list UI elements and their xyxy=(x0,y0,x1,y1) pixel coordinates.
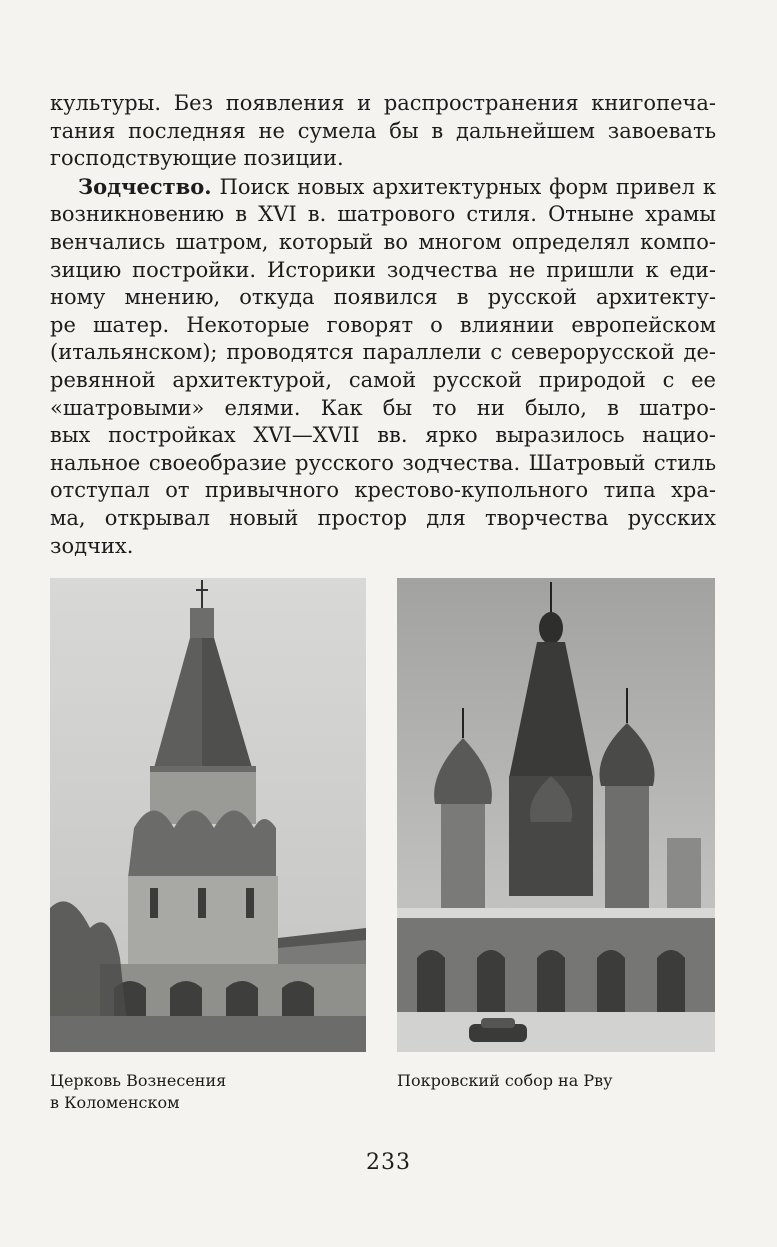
text-line: венчались шатром, который во многом определял компо- xyxy=(50,229,716,254)
caption-church-of-ascension xyxy=(50,1070,350,1114)
photo-church-of-ascension xyxy=(50,578,366,1052)
text-line: возникновению в XVI в. шатрового стиля. Отныне храмы xyxy=(50,202,716,227)
text-line: нальное своеобразие русского зодчества. Шатровый стиль xyxy=(50,450,716,475)
text-fragment: Поиск новых архитектурных форм привел к xyxy=(211,174,716,199)
text-line: ре шатер. Некоторые говорят о влиянии европейском xyxy=(50,312,716,337)
body-text xyxy=(50,90,716,560)
text-line: «шатровыми» елями. Как бы то ни было, в шатро- xyxy=(50,395,716,420)
text-line: зодчих. xyxy=(50,533,134,558)
text-line: зицию постройки. Историки зодчества не пришли к еди- xyxy=(50,257,716,282)
text-line: господствующие позиции. xyxy=(50,146,344,171)
text-line: ма, открывал новый простор для творчества русских xyxy=(50,505,716,530)
section-heading-zodchestvo: Зодчество. xyxy=(78,173,212,199)
caption-line: Церковь Вознесения xyxy=(50,1071,227,1090)
text-line: ному мнению, откуда появился в русской архитекту- xyxy=(50,285,716,310)
page-number: 233 xyxy=(366,1150,411,1175)
paragraph-1 xyxy=(50,90,716,173)
church-illustration xyxy=(50,578,366,1052)
text-line: ревянной архитектурой, самой русской природой с ее xyxy=(50,367,716,392)
photo-pokrovsky-cathedral xyxy=(397,578,715,1052)
caption-pokrovsky-cathedral xyxy=(397,1070,717,1092)
caption-line: в Коломенском xyxy=(50,1093,180,1112)
text-line: культуры. Без появления и распространения книгопеча- xyxy=(50,91,716,115)
text-line-first xyxy=(50,173,716,202)
caption-line: Покровский собор на Рву xyxy=(397,1071,613,1090)
text-line: тания последняя не сумела бы в дальнейшем завоевать xyxy=(50,118,716,143)
text-line: вых постройках XVI—XVII вв. ярко выразилось нацио- xyxy=(50,423,716,448)
cathedral-illustration xyxy=(397,578,715,1052)
paragraph-2 xyxy=(50,173,716,560)
text-line: (итальянском); проводятся параллели с северорусской де- xyxy=(50,340,716,365)
text-line: отступал от привычного крестово-купольного типа хра- xyxy=(50,478,716,503)
